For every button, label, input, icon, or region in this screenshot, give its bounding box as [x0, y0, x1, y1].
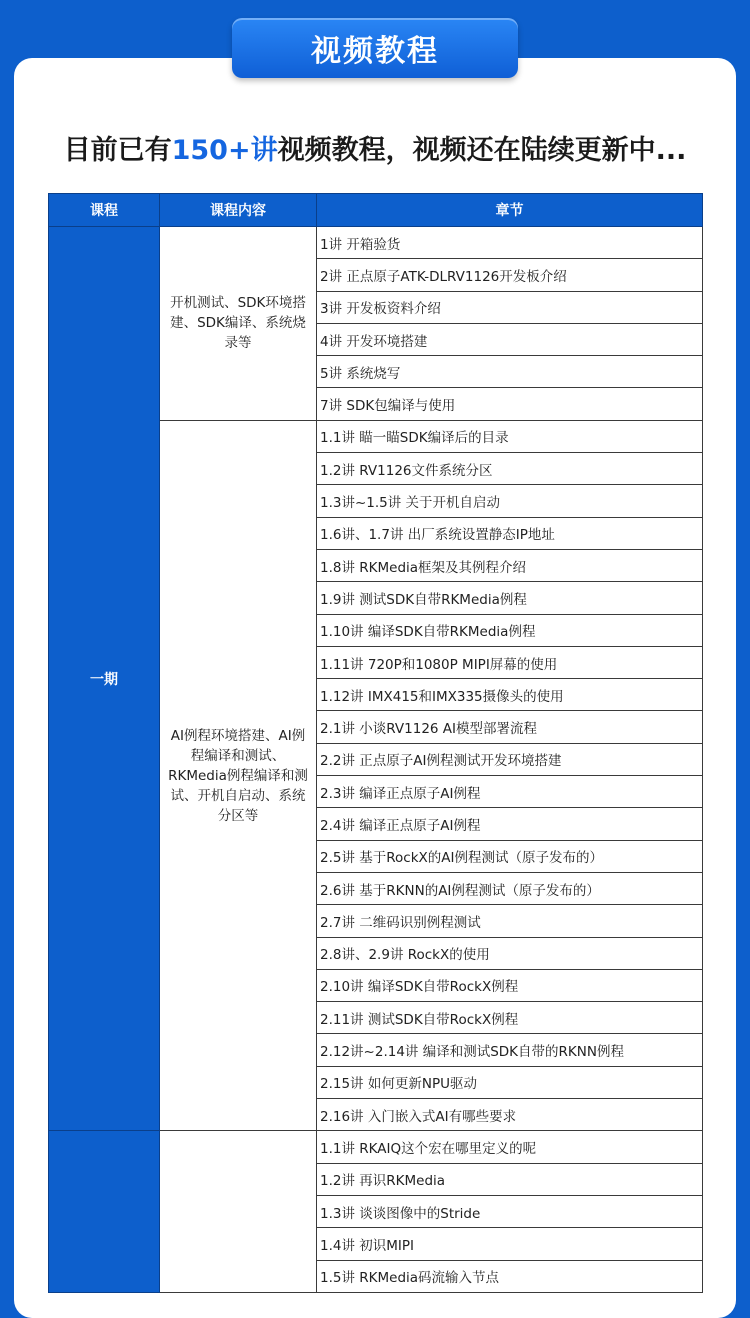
chapter-cell: 1.12讲 IMX415和IMX335摄像头的使用 [317, 679, 703, 711]
chapter-cell: 2.1讲 小谈RV1126 AI模型部署流程 [317, 711, 703, 743]
course-table [48, 193, 703, 1293]
chapter-cell: 2.4讲 编译正点原子AI例程 [317, 808, 703, 840]
table-header-row [49, 194, 703, 227]
chapter-cell: 1讲 开箱验货 [317, 227, 703, 259]
chapter-cell: 2.5讲 基于RockX的AI例程测试（原子发布的） [317, 840, 703, 872]
table-row [49, 1131, 703, 1163]
chapter-cell: 7讲 SDK包编译与使用 [317, 388, 703, 420]
header-content: 课程内容 [160, 194, 317, 227]
table-body [49, 227, 703, 1293]
chapter-cell: 1.2讲 RV1126文件系统分区 [317, 453, 703, 485]
chapter-cell: 2.15讲 如何更新NPU驱动 [317, 1066, 703, 1098]
chapter-cell: 1.10讲 编译SDK自带RKMedia例程 [317, 614, 703, 646]
chapter-cell: 1.3讲~1.5讲 关于开机自启动 [317, 485, 703, 517]
chapter-cell: 2讲 正点原子ATK-DLRV1126开发板介绍 [317, 259, 703, 291]
chapter-cell: 2.11讲 测试SDK自带RockX例程 [317, 1002, 703, 1034]
chapter-cell: 1.4讲 初识MIPI [317, 1228, 703, 1260]
table-row [49, 227, 703, 259]
header-chapter: 章节 [317, 194, 703, 227]
chapter-cell: 1.9讲 测试SDK自带RKMedia例程 [317, 582, 703, 614]
chapter-cell: 1.11讲 720P和1080P MIPI屏幕的使用 [317, 646, 703, 678]
headline-highlight: 150+讲 [171, 135, 278, 166]
course-term-cell [49, 1131, 160, 1292]
chapter-cell: 2.6讲 基于RKNN的AI例程测试（原子发布的） [317, 872, 703, 904]
headline-suffix: 视频教程，视频还在陆续更新中... [277, 135, 687, 166]
chapter-cell: 1.2讲 再识RKMedia [317, 1163, 703, 1195]
chapter-cell: 2.7讲 二维码识别例程测试 [317, 905, 703, 937]
course-content-cell [160, 1131, 317, 1292]
course-content-cell: 开机测试、SDK环境搭建、SDK编译、系统烧录等 [160, 227, 317, 421]
chapter-cell: 2.16讲 入门嵌入式AI有哪些要求 [317, 1099, 703, 1131]
chapter-cell: 5讲 系统烧写 [317, 356, 703, 388]
headline [0, 128, 750, 167]
chapter-cell: 1.3讲 谈谈图像中的Stride [317, 1195, 703, 1227]
header-course: 课程 [49, 194, 160, 227]
chapter-cell: 2.10讲 编译SDK自带RockX例程 [317, 969, 703, 1001]
course-term-cell: 一期 [49, 227, 160, 1131]
chapter-cell: 4讲 开发环境搭建 [317, 323, 703, 355]
chapter-cell: 2.3讲 编译正点原子AI例程 [317, 776, 703, 808]
course-content-cell: AI例程环境搭建、AI例程编译和测试、RKMedia例程编译和测试、开机自启动、系统分区等 [160, 420, 317, 1131]
chapter-cell: 2.2讲 正点原子AI例程测试开发环境搭建 [317, 743, 703, 775]
chapter-cell: 1.1讲 RKAIQ这个宏在哪里定义的呢 [317, 1131, 703, 1163]
chapter-cell: 1.6讲、1.7讲 出厂系统设置静态IP地址 [317, 517, 703, 549]
section-title-badge: 视频教程 [232, 18, 518, 78]
chapter-cell: 1.5讲 RKMedia码流输入节点 [317, 1260, 703, 1292]
chapter-cell: 2.12讲~2.14讲 编译和测试SDK自带的RKNN例程 [317, 1034, 703, 1066]
chapter-cell: 1.8讲 RKMedia框架及其例程介绍 [317, 549, 703, 581]
headline-prefix: 目前已有 [63, 135, 172, 166]
chapter-cell: 1.1讲 瞄一瞄SDK编译后的目录 [317, 420, 703, 452]
chapter-cell: 2.8讲、2.9讲 RockX的使用 [317, 937, 703, 969]
chapter-cell: 3讲 开发板资料介绍 [317, 291, 703, 323]
